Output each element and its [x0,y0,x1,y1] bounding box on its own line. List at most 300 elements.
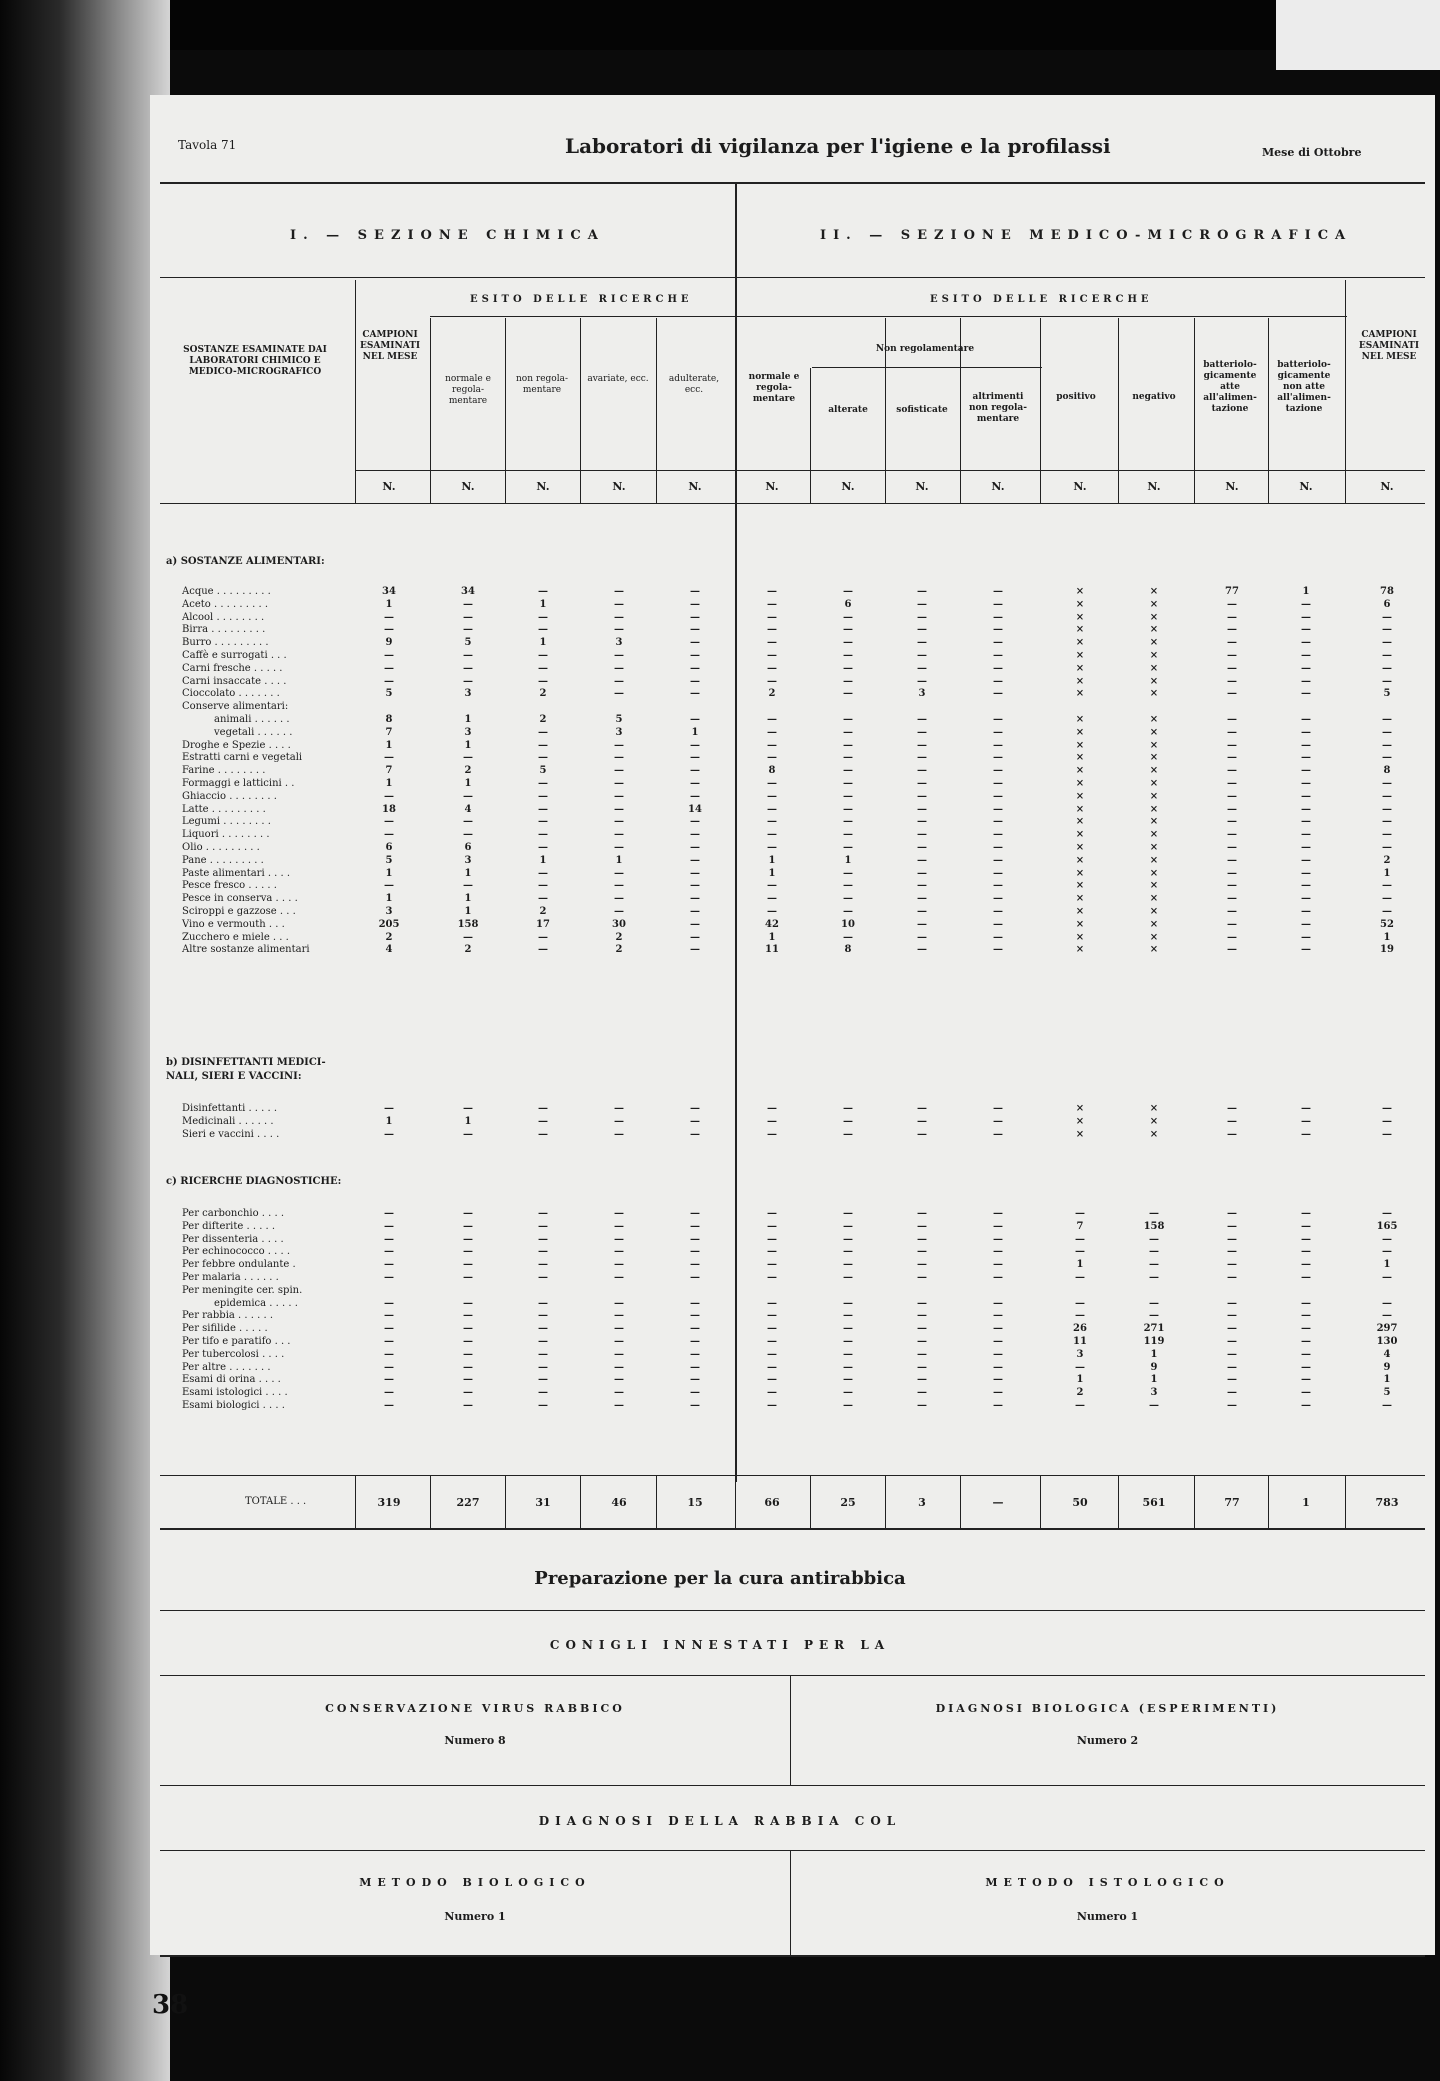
cell: — [1227,1336,1237,1347]
cell: — [1227,842,1237,853]
table-row [0,1285,1440,1297]
cell: — [917,790,927,802]
cell: — [690,778,700,789]
cell: — [1382,893,1392,905]
cell: — [993,598,1003,610]
cell: — [1227,1361,1237,1373]
cell: × [1149,739,1159,751]
cell: × [1075,842,1085,853]
cell: — [690,1220,700,1232]
cell: — [614,1297,624,1309]
cell: 1 [385,598,393,610]
cell: 4 [385,944,393,956]
cell: — [993,803,1003,815]
cell: — [1301,598,1311,610]
cell: — [384,1259,394,1271]
cell: — [917,880,927,892]
cell: — [993,1361,1003,1373]
cell: — [767,598,777,610]
row-label: Per difterite . . . . . [182,1220,276,1232]
cell: — [1227,1259,1237,1271]
cell: — [463,752,473,764]
cell: 1 [464,893,472,905]
cell: 1 [1150,1348,1158,1360]
cell: — [614,739,624,751]
row-label: Sieri e vaccini . . . . [182,1128,280,1140]
cell: — [1301,931,1311,943]
category-disinfettanti: b) DISINFETTANTI MEDICI-NALI, SIERI E VACCINI: [166,1057,326,1082]
book-spine-shadow [0,0,170,2081]
cell: — [538,1128,548,1140]
cell: — [690,842,700,853]
column-rule [1040,318,1041,503]
cell: — [1301,637,1311,649]
table-row [0,1208,1440,1220]
cell: 5 [1383,1387,1391,1399]
row-label: Per rabbia . . . . . . [182,1310,274,1322]
cell: — [767,675,777,687]
cell: — [384,816,394,828]
table-row [0,586,1440,598]
total-cell: 15 [687,1496,703,1509]
cell: — [614,867,624,879]
unit-label: N. [841,480,855,493]
cell: — [614,1323,624,1335]
cell: — [917,1336,927,1347]
cell: — [384,1272,394,1283]
cell: — [1301,1348,1311,1360]
diagnosi-rabbia-heading: DIAGNOSI DELLA RABBIA COL [538,1814,902,1828]
cell: — [1382,1246,1392,1258]
cell: — [843,842,853,853]
row-label: Carni fresche . . . . . [182,662,283,674]
scan-top-border [0,0,1276,50]
unit-label: N. [536,480,550,493]
cell: — [993,880,1003,892]
cell: — [1227,931,1237,943]
table-row [0,842,1440,854]
cell: — [843,1336,853,1347]
cell: — [917,778,927,789]
cell: — [690,1361,700,1373]
row-label: Per malaria . . . . . . [182,1272,279,1283]
cell: — [917,1220,927,1232]
row-label: Per dissenteria . . . . [182,1233,284,1245]
cell: — [538,1400,548,1411]
cell: × [1149,1115,1159,1127]
col-header-campioni-right: CAMPIONI ESAMINATI NEL MESE [1358,330,1420,362]
cell: — [917,816,927,828]
cell: — [538,1115,548,1127]
cell: — [1301,1246,1311,1258]
table-row [0,1349,1440,1361]
row-label: Esami biologici . . . . [182,1400,285,1411]
cell: — [843,752,853,764]
col-header-non-reg-group: Non regolamentare [875,344,975,354]
cell: 6 [1383,598,1391,610]
cell: × [1149,842,1159,853]
cell: — [767,726,777,738]
cell: — [1075,1246,1085,1258]
cell: — [384,1220,394,1232]
cell: — [843,739,853,751]
cell: — [1227,1387,1237,1399]
cell: — [993,931,1003,943]
cell: × [1149,765,1159,777]
cell: — [917,893,927,905]
cell: — [1382,778,1392,789]
cell: — [843,803,853,815]
cell: 130 [1376,1336,1398,1347]
cell: 77 [1225,586,1239,597]
cell: — [843,650,853,661]
cell: — [917,1361,927,1373]
scan-top-corner [1276,0,1440,70]
row-label: Carni insaccate . . . . [182,675,287,687]
cell: — [1301,918,1311,930]
cell: — [767,714,777,725]
cell: — [614,1272,624,1283]
cell: — [993,1233,1003,1245]
cell: 3 [1150,1387,1158,1399]
cell: — [993,1348,1003,1360]
cell: — [690,1115,700,1127]
cell: — [843,1387,853,1399]
cell: × [1075,778,1085,789]
cell: — [917,854,927,866]
cell: — [843,675,853,687]
cell: — [843,1323,853,1335]
cell: — [1382,662,1392,674]
cell: — [690,1297,700,1309]
col-header-sostanze: SOSTANZE ESAMINATE DAI LABORATORI CHIMICO E MEDICO-MICROGRAFICO [183,345,327,377]
cell: — [1227,1246,1237,1258]
cell: 14 [688,803,702,815]
cell: — [1301,778,1311,789]
cell: — [1301,816,1311,828]
cell: — [843,1272,853,1283]
cell: 17 [536,918,550,930]
row-label: Vino e vermouth . . . [182,918,285,930]
cell: — [1149,1246,1159,1258]
cell: 9 [1150,1361,1158,1373]
cell: — [843,1208,853,1219]
cell: — [843,586,853,597]
cell: 1 [464,1115,472,1127]
row-label: Birra . . . . . . . . . [182,624,266,636]
cell: — [843,931,853,943]
cell: — [1227,624,1237,636]
cell: — [1227,1374,1237,1386]
cell: — [1382,816,1392,828]
unit-label: N. [1073,480,1087,493]
cell: — [843,726,853,738]
cell: — [1301,624,1311,636]
cell: — [993,816,1003,828]
cell: — [843,867,853,879]
cell: 5 [539,765,547,777]
cell: — [538,1220,548,1232]
cell: × [1149,714,1159,725]
cell: — [1382,906,1392,917]
cell: — [463,1220,473,1232]
total-cell: 3 [918,1496,926,1509]
cell: — [1301,1336,1311,1347]
total-top-rule [160,1475,1425,1476]
table-row [0,740,1440,752]
cell: — [538,842,548,853]
column-rule [735,280,736,503]
row-label: Farine . . . . . . . . [182,765,266,777]
cell: — [993,611,1003,623]
column-rule [1118,318,1119,503]
cell: — [1382,1103,1392,1114]
cell: 1 [768,931,776,943]
cell: × [1075,726,1085,738]
cell: 4 [464,803,472,815]
cell: — [1149,1400,1159,1411]
table-row [0,663,1440,675]
col-header-altrimenti: altrimenti non regola-mentare [969,392,1027,424]
cell: — [917,803,927,815]
antirabbica-divider-2 [790,1850,791,1955]
row-label: Caffè e surrogati . . . [182,650,287,661]
cell: — [538,867,548,879]
total-cell: — [992,1496,1004,1509]
cell: — [463,790,473,802]
cell: — [767,1233,777,1245]
col-header-alterate: alterate [828,405,868,415]
column-rule [355,280,356,503]
nrow-top-rule [355,470,1425,471]
cell: — [1301,867,1311,879]
cell: — [1382,1233,1392,1245]
cell: — [614,675,624,687]
cell: — [1227,765,1237,777]
non-reg-group-rule [812,367,1042,368]
cell: — [1149,1272,1159,1283]
cell: × [1075,624,1085,636]
cell: — [1149,1259,1159,1271]
cell: — [690,1103,700,1114]
cell: 3 [464,688,472,700]
table-row [0,676,1440,688]
cell: — [614,624,624,636]
cell: — [767,1297,777,1309]
table-row [0,919,1440,931]
cell: — [1227,893,1237,905]
table-row [0,1259,1440,1271]
cell: — [917,598,927,610]
cell: — [690,1259,700,1271]
cell: — [1301,1400,1311,1411]
metodo-istologico-heading: METODO ISTOLOGICO [985,1876,1230,1889]
table-row [0,637,1440,649]
cell: 1 [1383,1374,1391,1386]
cell: — [917,842,927,853]
cell: — [767,1374,777,1386]
cell: — [690,1400,700,1411]
table-row [0,1336,1440,1348]
cell: × [1075,637,1085,649]
table-row [0,1374,1440,1386]
cell: — [1227,650,1237,661]
row-label: Per meningite cer. spin. [182,1284,303,1296]
cell: 18 [382,803,396,815]
cell: 1 [464,714,472,725]
cell: — [1382,1128,1392,1140]
cell: 1 [539,854,547,866]
bottom-frame-rule [160,1955,1425,1957]
cell: — [1075,1272,1085,1283]
cell: — [1301,1220,1311,1232]
cell: — [767,778,777,789]
cell: — [1075,1310,1085,1322]
cell: — [917,1233,927,1245]
cell: — [690,1272,700,1283]
table-row [0,932,1440,944]
cell: — [690,1348,700,1360]
antirabbica-rule-1 [160,1610,1425,1611]
cell: — [993,1310,1003,1322]
row-label: epidemica . . . . . [214,1297,298,1309]
cell: — [1149,1310,1159,1322]
cell: — [843,662,853,674]
cell: — [767,1387,777,1399]
cell: — [767,624,777,636]
table-row [0,880,1440,892]
cell: — [1382,842,1392,853]
cell: 1 [539,598,547,610]
cell: — [614,598,624,610]
cell: 3 [615,726,623,738]
cell: × [1075,906,1085,917]
cell: — [384,1400,394,1411]
cell: 1 [1076,1374,1084,1386]
cell: — [843,1297,853,1309]
cell: — [538,1259,548,1271]
cell: — [463,1361,473,1373]
table-row [0,893,1440,905]
cell: — [917,1246,927,1258]
cell: × [1075,944,1085,956]
col-header-batt-atte: batteriolo-gicamente atte all'alimen-tazione [1203,360,1257,414]
cell: × [1075,803,1085,815]
cell: — [384,624,394,636]
cell: — [538,1297,548,1309]
row-label: Zucchero e miele . . . [182,931,289,943]
cell: × [1075,598,1085,610]
cell: — [1227,714,1237,725]
conservazione-number: Numero 8 [444,1734,506,1747]
cell: — [993,662,1003,674]
cell: 2 [464,765,472,777]
cell: — [1227,816,1237,828]
cell: — [614,1115,624,1127]
cell: — [690,650,700,661]
cell: — [1301,1272,1311,1283]
cell: — [843,688,853,700]
cell: — [1301,662,1311,674]
cell: 119 [1143,1336,1165,1347]
cell: — [538,1272,548,1283]
cell: — [1382,650,1392,661]
cell: — [384,662,394,674]
table-number: Tavola 71 [178,138,237,152]
cell: 78 [1380,586,1394,597]
cell: — [463,1336,473,1347]
cell: — [538,778,548,789]
cell: — [917,867,927,879]
cell: — [993,829,1003,841]
cell: — [993,675,1003,687]
cell: — [1301,803,1311,815]
cell: — [690,790,700,802]
cell: 1 [464,867,472,879]
cell: — [690,1387,700,1399]
cell: — [1227,739,1237,751]
cell: — [614,1208,624,1219]
table-row [0,1103,1440,1115]
cell: — [690,1310,700,1322]
cell: × [1075,714,1085,725]
cell: × [1149,867,1159,879]
cell: — [767,1336,777,1347]
cell: × [1075,688,1085,700]
cell: × [1149,829,1159,841]
cell: — [1227,778,1237,789]
cell: — [993,1128,1003,1140]
cell: — [1227,611,1237,623]
cell: 34 [461,586,475,597]
cell: — [614,688,624,700]
cell: — [1382,1297,1392,1309]
row-label: Disinfettanti . . . . . [182,1103,278,1114]
cell: — [917,726,927,738]
cell: — [463,1128,473,1140]
cell: — [690,752,700,764]
cell: — [614,790,624,802]
cell: × [1075,765,1085,777]
cell: × [1149,752,1159,764]
cell: — [993,650,1003,661]
cell: — [690,918,700,930]
unit-label: N. [461,480,475,493]
cell: — [1227,752,1237,764]
cell: — [1227,803,1237,815]
cell: — [993,714,1003,725]
table-row [0,1129,1440,1141]
cell: — [690,893,700,905]
row-label: Per febbre ondulante . [182,1259,296,1271]
cell: 1 [385,778,393,789]
cell: — [917,1387,927,1399]
cell: — [1382,790,1392,802]
cell: 2 [464,944,472,956]
cell: — [1227,918,1237,930]
cell: — [1301,854,1311,866]
cell: × [1149,611,1159,623]
cell: × [1075,931,1085,943]
total-bottom-rule [160,1528,1425,1530]
cell: — [614,765,624,777]
cell: × [1149,944,1159,956]
cell: — [993,1208,1003,1219]
metodo-biologico-number: Numero 1 [444,1910,506,1923]
cell: — [993,854,1003,866]
table-row [0,1323,1440,1335]
cell: — [993,765,1003,777]
